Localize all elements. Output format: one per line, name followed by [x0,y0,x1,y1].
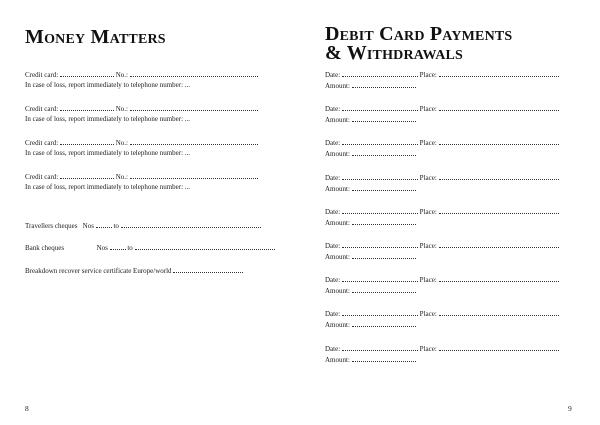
to-label: to [113,222,119,230]
credit-card-field[interactable] [60,138,114,145]
amount-field[interactable] [352,286,416,293]
credit-card-label: Credit card: [25,71,59,79]
card-number-field[interactable] [130,70,258,77]
date-label: Date: [325,173,341,182]
place-field[interactable] [439,104,559,111]
card-no-label: No.: [115,71,128,79]
date-field[interactable] [342,207,418,214]
date-field[interactable] [342,104,418,111]
amount-label: Amount: [325,184,350,193]
place-label: Place: [419,310,437,319]
amount-row [325,81,416,91]
credit-card-label: Credit card: [25,139,59,147]
amount-row [325,149,416,159]
amount-field[interactable] [352,81,416,88]
loss-note [25,81,190,90]
place-field[interactable] [439,275,559,282]
card-no-label: No.: [115,173,128,181]
date-label: Date: [325,139,341,148]
breakdown-label: Breakdown recover service certificate Europe/world [25,267,172,275]
amount-label: Amount: [325,355,350,364]
loss-note-text: In case of loss, report immediately to telephone number: ... [25,81,191,89]
amount-label: Amount: [325,82,350,90]
place-field[interactable] [439,344,559,351]
amount-row [325,218,416,228]
travellers-cheques-label: Travellers cheques [25,222,78,230]
bank-nos-from-field[interactable] [110,243,126,250]
payment-entry-row [325,138,559,148]
place-label: Place: [419,139,437,148]
bank-cheques-label: Bank cheques [25,244,65,252]
amount-label: Amount: [325,150,350,159]
payment-entry-row [325,104,559,114]
credit-card-label: Credit card: [25,173,59,181]
loss-note-text: In case of loss, report immediately to telephone number: ... [25,149,191,157]
card-number-field[interactable] [130,172,258,179]
date-label: Date: [325,310,341,319]
payment-entry-row [325,241,559,251]
amount-row [325,115,416,125]
date-field[interactable] [342,344,418,351]
place-label: Place: [419,105,437,114]
place-label: Place: [419,173,437,182]
payment-entry-row [325,207,559,217]
payment-entry-row [325,309,559,319]
place-label: Place: [419,276,437,285]
amount-field[interactable] [352,320,416,327]
place-field[interactable] [439,138,559,145]
travellers-cheques-row [25,221,261,231]
amount-row [325,252,416,262]
date-field[interactable] [342,138,418,145]
payment-entry-row [325,70,559,80]
loss-note-text: In case of loss, report immediately to telephone number: ... [25,115,191,123]
to-label: to [127,244,133,252]
loss-note-text: In case of loss, report immediately to telephone number: ... [25,183,191,191]
date-label: Date: [325,105,341,114]
amount-field[interactable] [352,252,416,259]
page-number-left: 8 [25,404,29,413]
amount-field[interactable] [352,218,416,225]
credit-card-field[interactable] [60,70,114,77]
amount-field[interactable] [352,149,416,156]
place-field[interactable] [439,241,559,248]
bank-nos-to-field[interactable] [135,243,275,250]
breakdown-row [25,266,243,276]
credit-card-row [25,104,258,114]
date-label: Date: [325,276,341,285]
amount-row [325,320,416,330]
card-no-label: No.: [115,105,128,113]
loss-note [25,183,190,192]
amount-row [325,355,416,365]
travellers-nos-from-field[interactable] [96,221,112,228]
amount-field[interactable] [352,184,416,191]
payment-entry-row [325,275,559,285]
nos-label: Nos [82,222,94,230]
date-label: Date: [325,207,341,216]
credit-card-row [25,70,258,80]
date-field[interactable] [342,309,418,316]
place-label: Place: [419,242,437,250]
place-field[interactable] [439,173,559,180]
credit-card-label: Credit card: [25,105,59,113]
place-label: Place: [419,71,437,79]
place-label: Place: [419,207,437,216]
date-field[interactable] [342,70,418,77]
loss-note [25,115,190,124]
card-number-field[interactable] [130,138,258,145]
loss-note [25,149,190,158]
credit-card-field[interactable] [60,172,114,179]
card-number-field[interactable] [130,104,258,111]
amount-label: Amount: [325,253,350,261]
breakdown-field[interactable] [173,266,243,273]
credit-card-row [25,138,258,148]
title-line-2: & Withdrawals [325,42,464,64]
nos-label: Nos [96,244,108,252]
credit-card-field[interactable] [60,104,114,111]
place-field[interactable] [439,70,559,77]
date-label: Date: [325,242,341,250]
date-field[interactable] [342,275,418,282]
credit-card-row [25,172,258,182]
date-field[interactable] [342,241,418,248]
bank-cheques-row [25,243,275,253]
payment-entry-row [325,173,559,183]
amount-field[interactable] [352,355,416,362]
place-field[interactable] [439,207,559,214]
date-label: Date: [325,344,341,353]
page-title-money-matters: Money Matters [25,26,166,48]
right-page [300,0,600,425]
place-field[interactable] [439,309,559,316]
travellers-nos-to-field[interactable] [121,221,261,228]
amount-label: Amount: [325,116,350,125]
amount-field[interactable] [352,115,416,122]
date-field[interactable] [342,173,418,180]
place-label: Place: [419,344,437,353]
page-title-debit-card [325,25,585,63]
amount-label: Amount: [325,321,350,330]
page-number-right: 9 [568,404,572,413]
amount-label: Amount: [325,218,350,227]
card-no-label: No.: [115,139,128,147]
payment-entry-row [325,344,559,354]
amount-row [325,286,416,296]
amount-row [325,184,416,194]
date-label: Date: [325,71,341,79]
title-line-1: Debit Card Payments [325,23,513,45]
amount-label: Amount: [325,287,350,296]
